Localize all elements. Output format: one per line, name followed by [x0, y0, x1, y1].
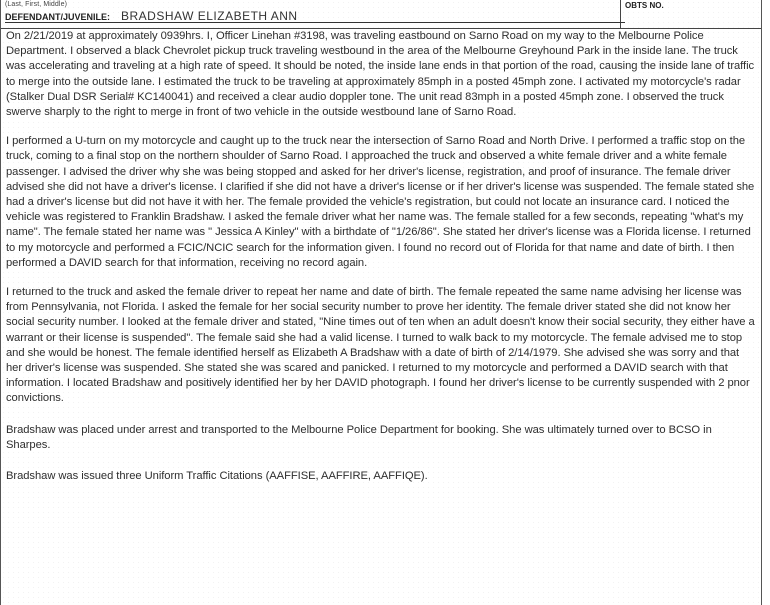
obts-number-cell: [621, 0, 761, 28]
narrative-paragraph-4: Bradshaw was placed under arrest and transported to the Melbourne Police Department for booking. She was ultimately turned over to BCSO in Sharpes.: [6, 423, 712, 451]
narrative-paragraph-2: I performed a U-turn on my motorcycle and caught up to the truck near the intersection of Sarno Road and North Drive. I performed a traffic stop on the truck, coming to a final stop on the northern shoulder of Sarno Road. I approached the truck and observed a white female driver and a white female passenger. I advised the driver why she was being stopped and asked for her driver's license, registration, and proof of insurance. The female driver advised she did not have a driver's license. I clarified if she did not have a driver's license or if her driver's license was suspended. The female stated she had a driver's license but did not have it with her. The female provided the vehicle's registration, but could not locate an insurance card. I noticed the vehicle was registered to Franklin Bradshaw. I asked the female driver what her name was. The female stalled for a few seconds, repeating "what's my name". The female stated her name was " Jessica A Kinley" with a birthdate of "1/26/86". She stated her driver's license was a Florida license. I returned to my motorcycle and performed a FCIC/NCIC search for the information given. I found no record out of Florida for that name and date of birth. I then performed a DAVID search for that information, receiving no record again.: [6, 135, 755, 269]
defendant-name-cell: [1, 0, 621, 28]
narrative-paragraph-1: On 2/21/2019 at approximately 0939hrs. I, Officer Linehan #3198, was traveling eastbound on Sarno Road on my way to the Melbourne Police Department. I observed a black Chevrolet pickup truck traveling westbound in the area of the Melbourne Greyhound Park in the inside lane. The truck was accelerating and traveling at a high rate of speed. It should be noted, the inside lane ends in that portion of the road, causing the inside lane of traffic to merge into the outside lane. I estimated the truck to be traveling at approximately 85mph in a posted 45mph zone. I activated my motorcycle's radar (Stalker Dual DSR Serial# KC140041) and received a clear audio doppler tone. The unit read 83mph in a posted 45mph zone. I observed the truck swerve sharply to the right to merge in front of two vehicle in the outside westbound lane of Sarno Road.: [6, 30, 755, 119]
defendant-name: BRADSHAW ELIZABETH ANN: [121, 9, 298, 23]
defendant-label: DEFENDANT/JUVENILE:: [5, 12, 625, 23]
narrative-body: [6, 29, 758, 500]
obts-label: OBTS NO.: [625, 1, 664, 10]
report-header: [1, 0, 761, 29]
narrative-paragraph-5: Bradshaw was issued three Uniform Traffic Citations (AAFFISE, AAFFIRE, AAFFIQE).: [6, 470, 428, 483]
name-format-caption: (Last, First, Middle): [5, 1, 67, 8]
narrative-paragraph-3: I returned to the truck and asked the female driver to repeat her name and date of birth. The female repeated the same name advising her license was from Pennsylvania, not Florida. I asked the female for her social security number to prove her identity. The female driver stated she did not know her social security number. I looked at the female driver and stated, "Nine times out of ten when an adult doesn't know their social security, they either have a warrant or their license is suspended". The female said she had a valid license. I turned to walk back to my motorcycle. The female advised me to stop and she would be honest. The female identified herself as Elizabeth A Bradshaw with a date of birth of 2/14/1979. She advised she was sorry and that her driver's license was suspended. She stated she was scared and panicked. I returned to my motorcycle and performed a DAVID search with that information. I located Bradshaw and positively identified her by her DAVID photograph. I found her driver's license to be currently suspended with 2 pnor convictions.: [6, 286, 755, 405]
